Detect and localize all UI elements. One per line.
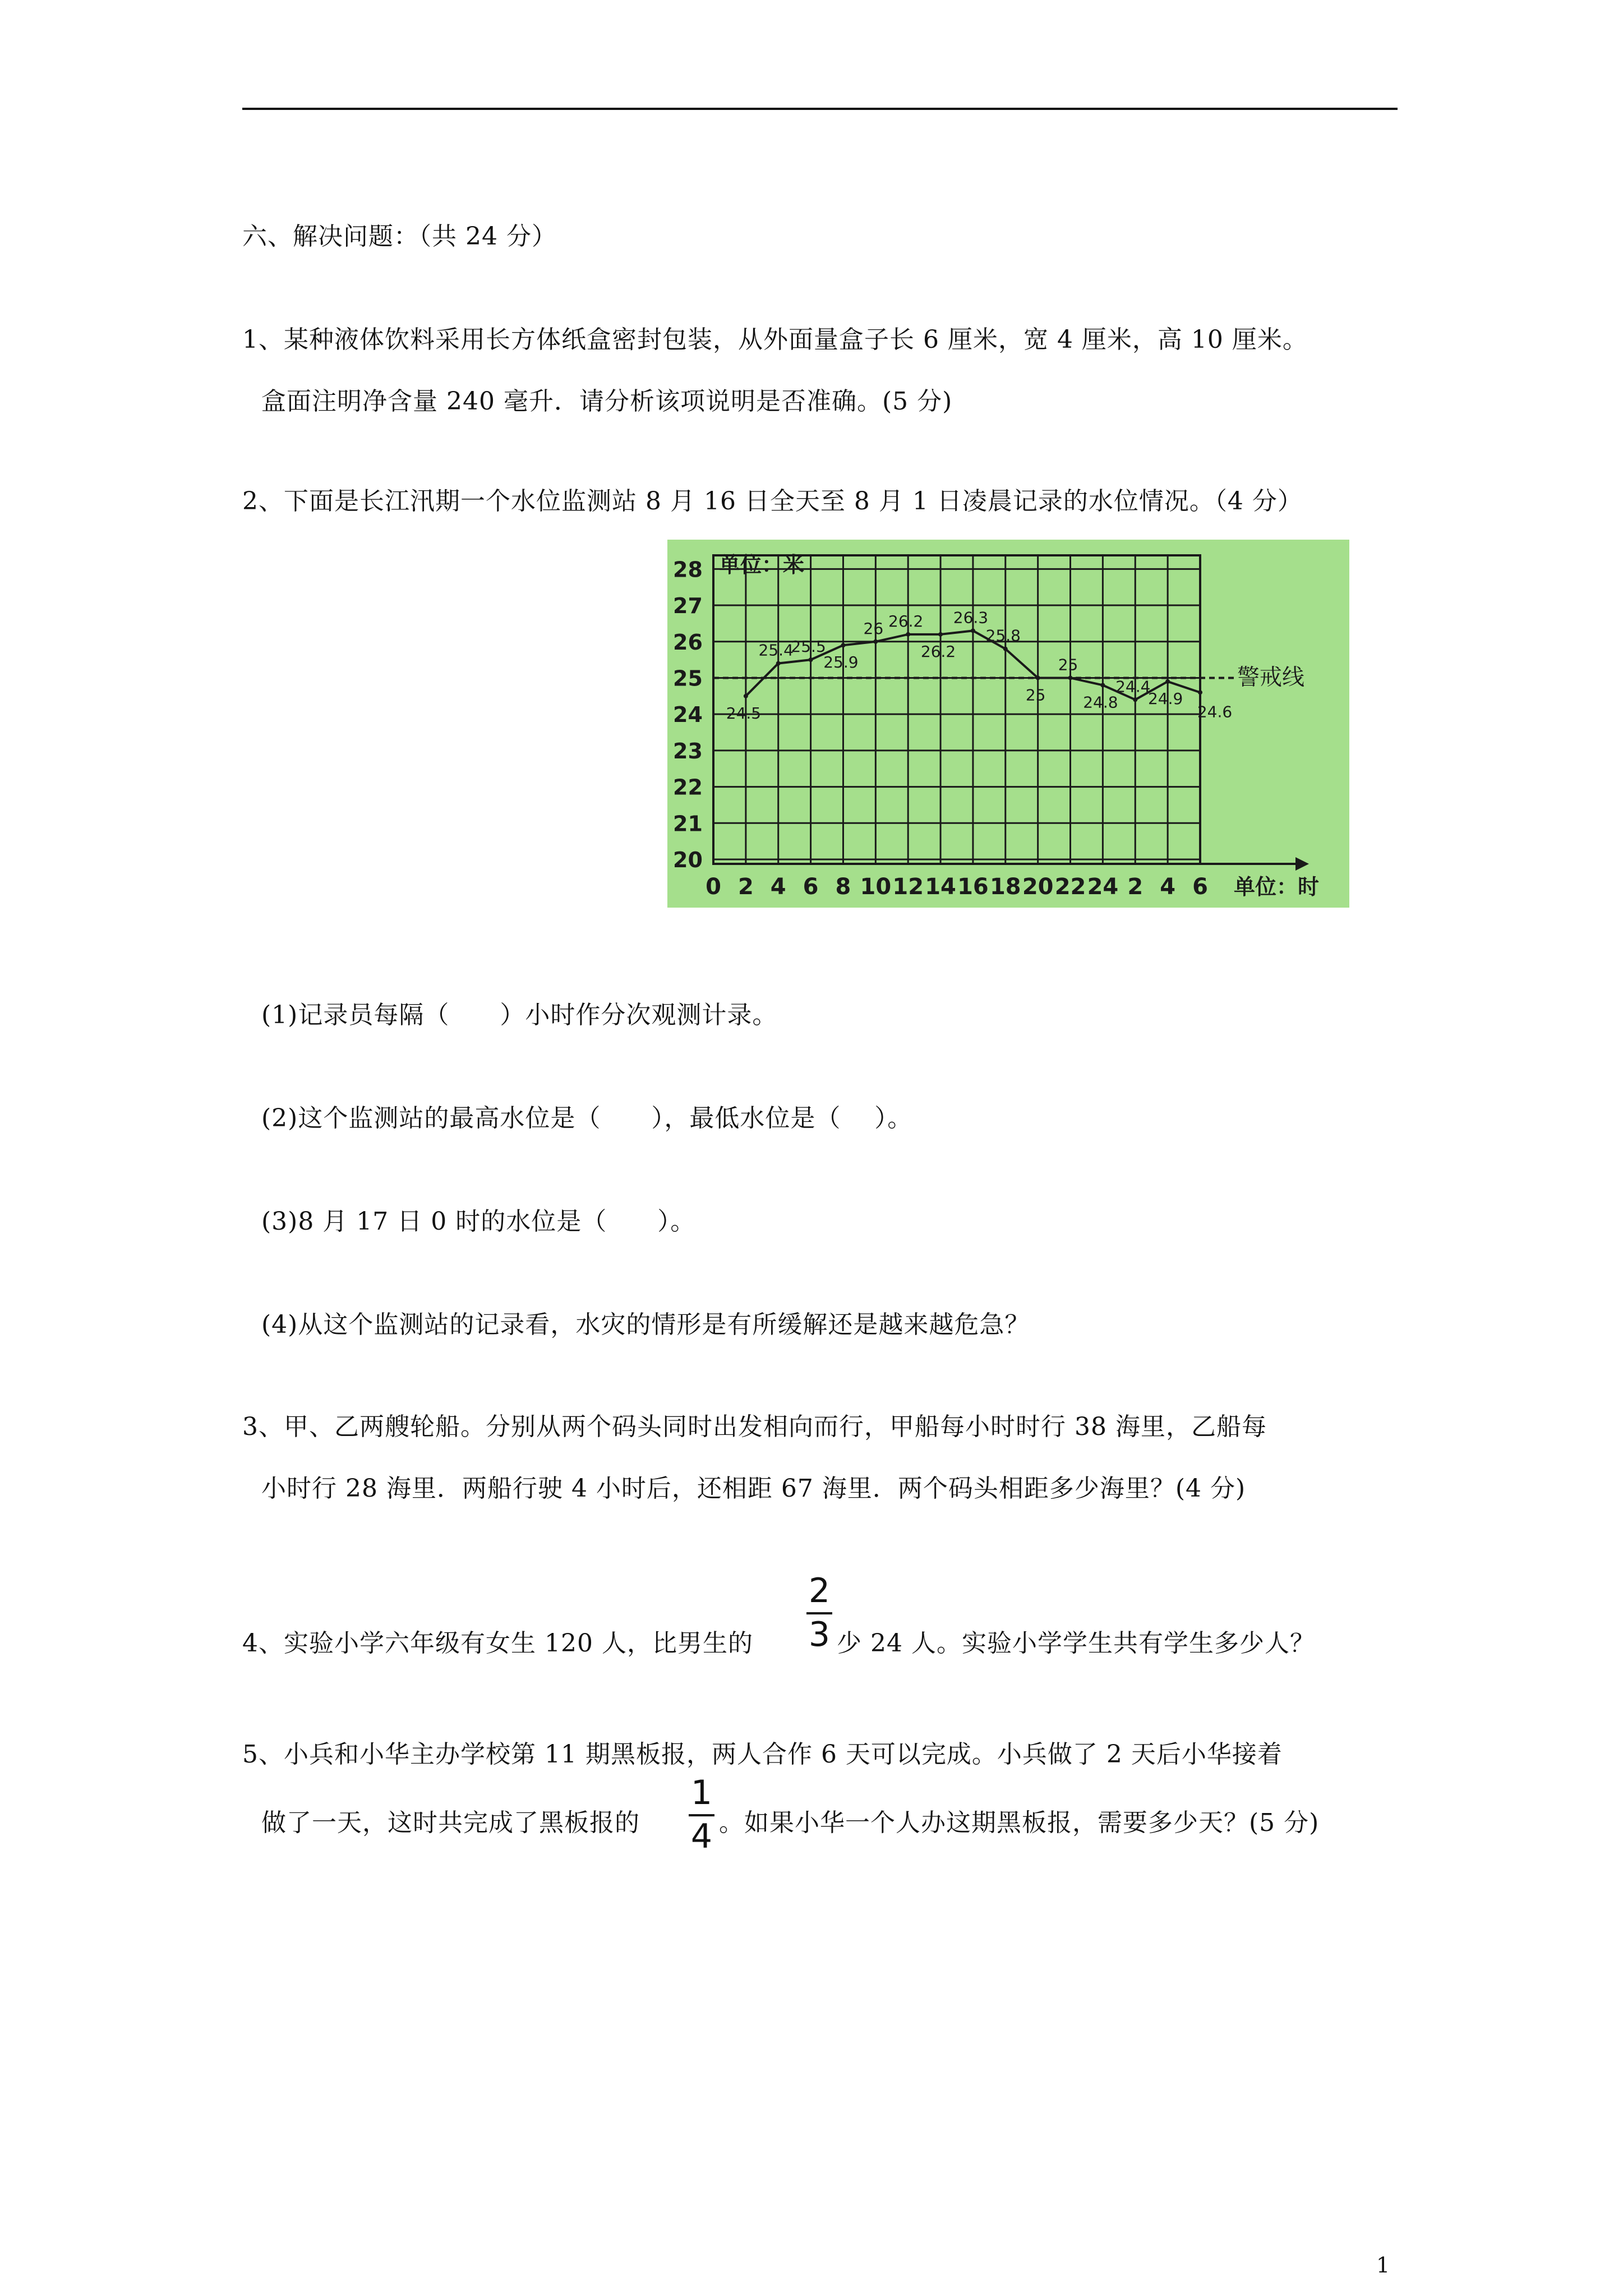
- data-point-label: 25: [1058, 655, 1078, 674]
- data-point-label: 26.2: [920, 642, 956, 661]
- question-4-fraction-numerator: 2: [808, 1571, 831, 1611]
- x-tick-label: 8: [835, 874, 851, 900]
- question-5-text-after: 。如果小华一个人办这期黑板报，需要多少天？(5 分): [719, 1809, 1320, 1837]
- data-point: [1036, 675, 1040, 680]
- question-2-intro: 2、下面是长江汛期一个水位监测站 8 月 16 日全天至 8 月 1 日凌晨记录的水位情况。（4 分）: [242, 487, 1303, 516]
- x-tick-label: 20: [1022, 874, 1054, 900]
- data-point: [1100, 683, 1105, 687]
- header-rule: [242, 108, 1398, 110]
- data-point: [1198, 690, 1202, 694]
- data-point-label: 24.4: [1115, 677, 1151, 696]
- question-2-sub-4: (4)从这个监测站的记录看，水灾的情形是有所缓解还是越来越危急？: [261, 1310, 1030, 1339]
- data-point: [841, 643, 845, 647]
- x-tick-label: 0: [706, 874, 721, 900]
- x-tick-label: 4: [1160, 874, 1176, 900]
- plot-frame: [713, 555, 1200, 864]
- data-point: [776, 661, 781, 666]
- x-tick-label: 22: [1054, 874, 1086, 900]
- data-point-label: 25: [1025, 685, 1046, 705]
- data-point: [1003, 647, 1008, 651]
- chart-canvas: [667, 540, 1349, 908]
- page-number: 1: [1376, 2253, 1390, 2277]
- y-tick-label: 28: [673, 557, 703, 582]
- y-tick-label: 25: [673, 666, 703, 691]
- question-5-fraction-bar: [689, 1814, 714, 1816]
- y-axis-label: 单位：米: [719, 553, 805, 577]
- question-2-sub-2: (2)这个监测站的最高水位是（ ），最低水位是（ ）。: [261, 1104, 913, 1133]
- data-point-label: 25.4: [758, 641, 794, 660]
- y-tick-label: 26: [673, 629, 703, 655]
- data-point-label: 25.5: [791, 637, 826, 656]
- question-1-line-2: 盒面注明净含量 240 毫升．请分析该项说明是否准确。(5 分): [261, 387, 953, 416]
- question-2-sub-3: (3)8 月 17 日 0 时的水位是（ ）。: [261, 1207, 696, 1236]
- data-point: [744, 694, 748, 698]
- data-point-label: 26: [863, 619, 884, 638]
- data-point-label: 24.9: [1147, 689, 1183, 708]
- question-4-text-after: 少 24 人。实验小学学生共有学生多少人？: [837, 1629, 1315, 1658]
- question-1-line-1: 1、某种液体饮料采用长方体纸盒密封包装，从外面量盒子长 6 厘米，宽 4 厘米，高 10 厘米。: [242, 325, 1308, 354]
- question-5-line-1: 5、小兵和小华主办学校第 11 期黑板报，两人合作 6 天可以完成。小兵做了 2 天后小华接着: [242, 1740, 1283, 1769]
- data-point: [873, 639, 878, 644]
- chart-grid: [713, 555, 1200, 864]
- data-point-label: 24.8: [1083, 693, 1118, 712]
- x-tick-label: 18: [989, 874, 1021, 900]
- data-point: [906, 632, 910, 637]
- question-4-text-before: 4、实验小学六年级有女生 120 人，比男生的: [242, 1629, 753, 1658]
- x-axis-arrow: [1295, 857, 1309, 871]
- x-tick-label: 10: [860, 874, 892, 900]
- question-2-sub-1: (1)记录员每隔（ ）小时作分次观测计录。: [261, 1001, 778, 1029]
- y-tick-label: 20: [673, 848, 703, 872]
- data-point: [971, 628, 975, 633]
- data-point: [809, 657, 813, 662]
- data-point: [938, 632, 943, 637]
- x-tick-label: 4: [770, 874, 786, 900]
- question-5-fraction-numerator: 1: [690, 1773, 713, 1812]
- data-point-label: 24.5: [726, 703, 762, 723]
- x-tick-label: 24: [1087, 874, 1119, 900]
- warning-line-label: 警戒线: [1237, 664, 1304, 691]
- x-tick-label: 14: [925, 874, 956, 900]
- question-3-line-1: 3、甲、乙两艘轮船。分别从两个码头同时出发相向而行，甲船每小时时行 38 海里，乙船每: [242, 1412, 1267, 1441]
- data-point: [1165, 679, 1170, 684]
- data-point: [1133, 697, 1137, 702]
- data-point-label: 25.9: [823, 653, 859, 672]
- water-level-chart: [667, 540, 1349, 908]
- x-tick-label: 16: [957, 874, 989, 900]
- y-tick-label: 21: [673, 811, 703, 836]
- x-tick-label: 6: [803, 874, 819, 900]
- data-point-label: 26.2: [888, 611, 924, 631]
- question-4-fraction-denominator: 3: [808, 1615, 831, 1654]
- x-tick-label: 2: [1127, 874, 1144, 900]
- x-tick-label: 12: [892, 874, 924, 900]
- x-tick-label: 2: [737, 874, 754, 900]
- x-axis-label: 单位：时: [1234, 875, 1320, 899]
- question-5-text-before: 做了一天，这时共完成了黑板报的: [261, 1809, 640, 1837]
- y-tick-label: 24: [673, 702, 703, 728]
- data-point-label: 26.3: [953, 608, 989, 627]
- data-point: [1068, 675, 1073, 680]
- question-3-line-2: 小时行 28 海里．两船行驶 4 小时后，还相距 67 海里．两个码头相距多少海里？(4 分): [261, 1474, 1246, 1503]
- question-5-fraction-denominator: 4: [690, 1817, 713, 1856]
- question-4-fraction-bar: [806, 1612, 832, 1614]
- y-tick-label: 22: [673, 775, 703, 800]
- x-tick-label: 6: [1192, 874, 1208, 900]
- data-point-label: 25.8: [985, 626, 1021, 645]
- y-tick-label: 27: [673, 593, 703, 619]
- section-title: 六、解决问题：（共 24 分）: [242, 222, 557, 251]
- data-point-label: 24.6: [1197, 702, 1233, 721]
- y-tick-label: 23: [673, 738, 703, 763]
